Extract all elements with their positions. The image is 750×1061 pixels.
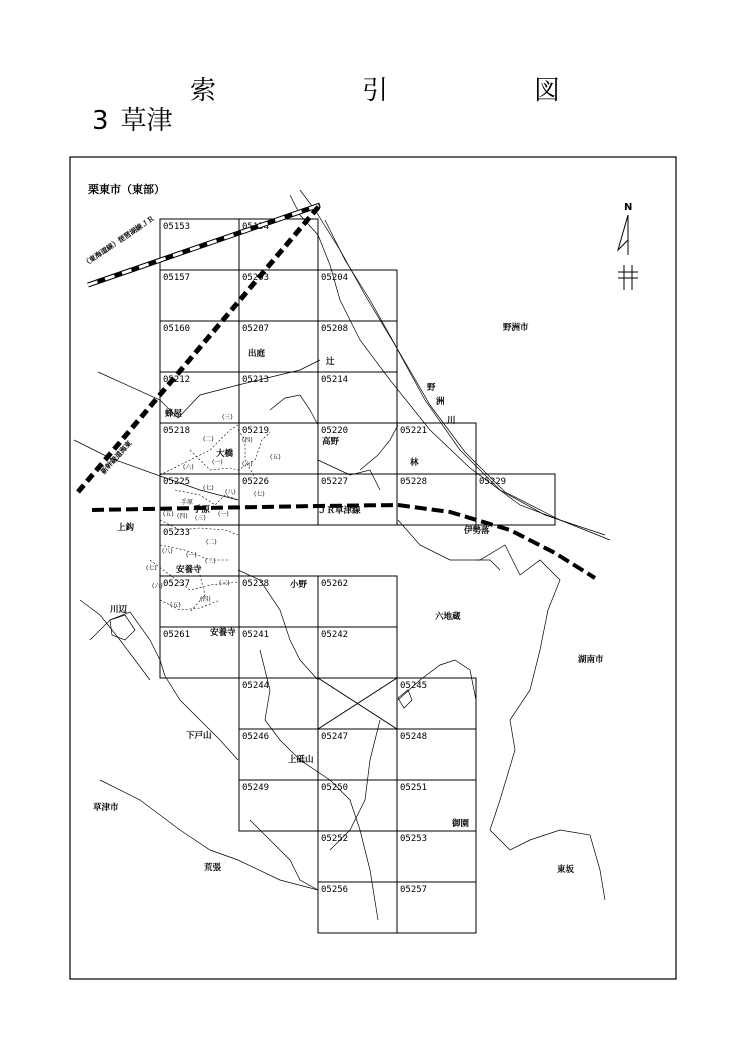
cell-label: 05242 xyxy=(321,630,349,640)
cell-label: 05213 xyxy=(242,375,270,385)
place-label: 安養寺 xyxy=(210,628,236,638)
subarea-label: (六) xyxy=(152,583,163,590)
grid-cell xyxy=(476,474,555,525)
subarea-label: (五) xyxy=(270,454,281,461)
subarea-label: (五) xyxy=(170,602,181,609)
cell-label: 05244 xyxy=(242,681,270,691)
cell-label: 05203 xyxy=(242,273,270,283)
section-number: 3 xyxy=(92,106,109,136)
grid-cell xyxy=(318,627,397,678)
section-name: 草津 xyxy=(120,106,173,136)
grid-cell xyxy=(239,372,318,423)
place-label: 上鈎 xyxy=(117,523,135,533)
subarea-label: (四) xyxy=(200,596,211,603)
subarea-label: (二) xyxy=(206,539,217,546)
place-label: 上砥山 xyxy=(288,755,314,765)
boundary-lines xyxy=(74,190,610,920)
place-label: 下戸山 xyxy=(186,731,212,741)
place-label: 川 xyxy=(447,416,456,426)
place-label: 林 xyxy=(410,458,419,468)
subarea-label: (六) xyxy=(183,464,194,471)
subarea-label: (五) xyxy=(163,511,174,518)
subarea-label: (四) xyxy=(242,437,253,444)
subarea-label: (三) xyxy=(195,515,206,522)
place-label: 手原 xyxy=(193,505,211,515)
grid-cell xyxy=(239,780,318,831)
grid-cell xyxy=(397,882,476,933)
grid-cell xyxy=(239,678,318,729)
place-label: 伊勢落 xyxy=(464,526,490,536)
cell-label: 05227 xyxy=(321,477,349,487)
grid-cell xyxy=(318,270,397,321)
subarea-label: (四) xyxy=(177,513,188,520)
subarea-label: (三) xyxy=(222,414,233,421)
grid-cell xyxy=(397,474,476,525)
railway-labels xyxy=(81,214,156,476)
cell-label: 05248 xyxy=(400,732,428,742)
place-label: 出庭 xyxy=(248,349,266,359)
cell-label: 05233 xyxy=(163,528,191,538)
cell-label: 05237 xyxy=(163,579,191,589)
cell-label: 05256 xyxy=(321,885,349,895)
place-label: 辻 xyxy=(326,357,335,367)
cell-label: 05207 xyxy=(242,324,270,334)
cell-label: 05220 xyxy=(321,426,349,436)
north-arrow-icon xyxy=(618,215,638,290)
grid-cell xyxy=(318,576,397,627)
cell-label: 05208 xyxy=(321,324,349,334)
place-label: 荒張 xyxy=(204,863,222,873)
cell-label: 05238 xyxy=(242,579,270,589)
cell-label: 05218 xyxy=(163,426,191,436)
cell-label: 05228 xyxy=(400,477,428,487)
place-label: 蜂屋 xyxy=(165,409,183,419)
area-label: 栗東市（東部） xyxy=(88,183,165,196)
subarea-label: (七) xyxy=(254,491,265,498)
subarea-label: (七) xyxy=(203,485,214,492)
place-label: 湖南市 xyxy=(578,655,604,665)
cell-label: 05219 xyxy=(242,426,270,436)
grid-cell xyxy=(397,729,476,780)
grid-cell xyxy=(318,831,397,882)
subarea-label: (三) xyxy=(219,580,230,587)
cell-label: 05157 xyxy=(163,273,191,283)
grid-cell xyxy=(318,729,397,780)
railway-label: （東海道線）琵琶湖線ＪＲ xyxy=(81,214,156,269)
place-label: 洲 xyxy=(436,397,445,407)
subarea-label: (一) xyxy=(212,459,223,466)
grid-cell xyxy=(318,882,397,933)
cell-label: 05204 xyxy=(321,273,349,283)
subarea-label: (一) xyxy=(186,552,197,559)
cell-label: 05229 xyxy=(479,477,507,487)
cell-label: 05160 xyxy=(163,324,191,334)
place-label: 野洲市 xyxy=(503,323,529,333)
subarea-label: (二) xyxy=(205,558,216,565)
place-label: 小野 xyxy=(290,580,308,590)
cell-label: 05226 xyxy=(242,477,270,487)
grid-cell xyxy=(318,678,397,729)
place-label: 高野 xyxy=(322,437,340,447)
grid-cell xyxy=(318,423,397,474)
cell-label: 05221 xyxy=(400,426,428,436)
place-label: 川辺 xyxy=(110,605,128,615)
cell-label: 05253 xyxy=(400,834,428,844)
cell-label: 05257 xyxy=(400,885,428,895)
subarea-label: (八) xyxy=(225,489,236,496)
place-label: 野 xyxy=(427,383,436,393)
cell-label: 05250 xyxy=(321,783,349,793)
place-labels xyxy=(93,322,604,875)
subarea-label: (八) xyxy=(162,548,173,555)
railway-label: 新幹線道海東 xyxy=(99,439,134,476)
north-label: N xyxy=(624,202,633,213)
cell-label: 05247 xyxy=(321,732,349,742)
subarea-label: (一) xyxy=(218,511,229,518)
cell-label: 05262 xyxy=(321,579,349,589)
place-label: ＪＲ草津線 xyxy=(318,506,361,516)
grid-cell xyxy=(397,423,476,474)
grid-cell xyxy=(239,270,318,321)
grid-cell xyxy=(239,321,318,372)
cell-label: 05225 xyxy=(163,477,191,487)
subarea-label: (六) xyxy=(242,461,253,468)
cell-label: 05154 xyxy=(242,222,270,232)
cell-label: 05249 xyxy=(242,783,270,793)
cell-label: 05246 xyxy=(242,732,270,742)
grid-cell xyxy=(397,831,476,882)
cell-label: 05245 xyxy=(400,681,428,691)
place-label: 草津市 xyxy=(93,803,119,813)
cell-label: 05212 xyxy=(163,375,191,385)
page-title: 索 引 図 xyxy=(189,76,620,106)
cell-label: 05252 xyxy=(321,834,349,844)
place-label: 安養寺 xyxy=(176,565,202,575)
cell-label: 05153 xyxy=(163,222,191,232)
grid-cell xyxy=(318,474,397,525)
grid-cell xyxy=(318,372,397,423)
cell-label: 05251 xyxy=(400,783,428,793)
subarea-label: (二) xyxy=(203,436,214,443)
cell-label: 05241 xyxy=(242,630,270,640)
place-label: 大橋 xyxy=(216,449,234,459)
cell-label: 05214 xyxy=(321,375,349,385)
place-label: 御園 xyxy=(452,819,470,829)
railway-lines xyxy=(78,205,595,578)
place-label: 東坂 xyxy=(557,865,575,875)
subarea-label: (七) xyxy=(146,565,157,572)
place-label: 六地蔵 xyxy=(435,612,461,622)
grid-cell xyxy=(239,627,318,678)
subarea-label: 手原 xyxy=(181,499,194,506)
cell-label: 05261 xyxy=(163,630,191,640)
grid-cell xyxy=(239,474,318,525)
